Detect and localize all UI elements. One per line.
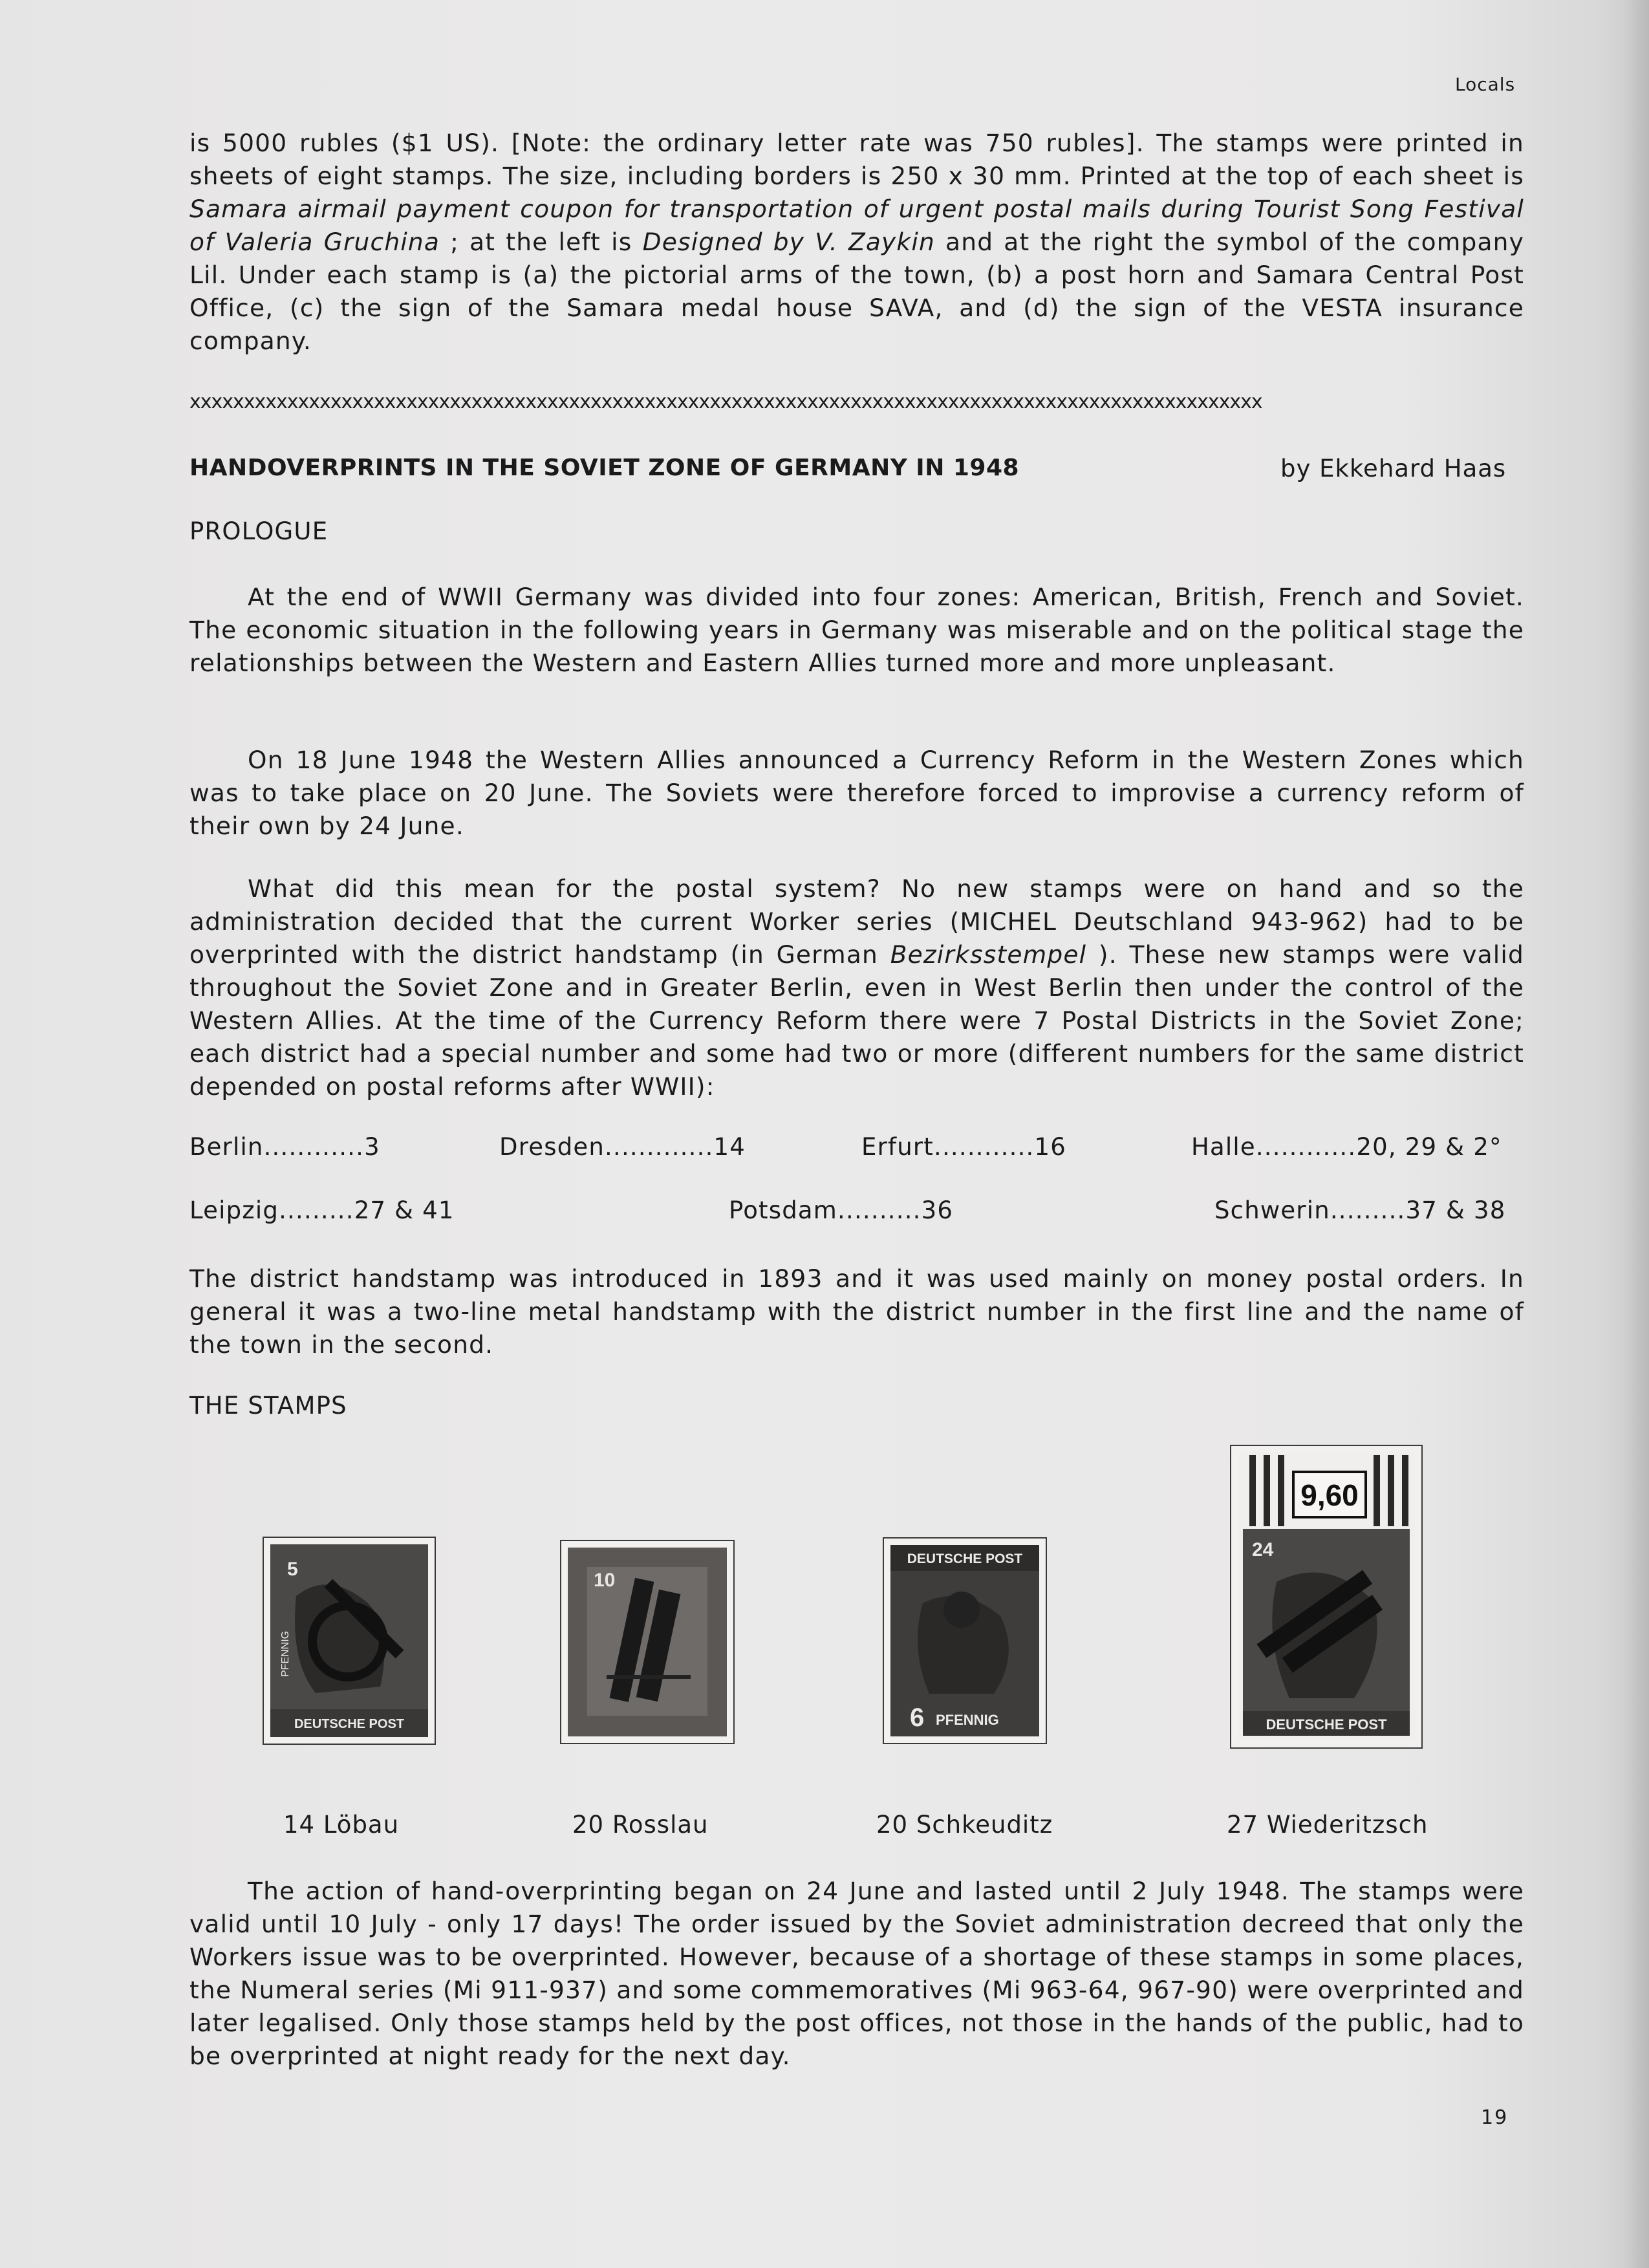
stamp-schkeuditz-art: [890, 1545, 1039, 1736]
page-edge-shadow: [1623, 0, 1649, 2268]
stamp-wiederitzsch-value: 24: [1252, 1539, 1274, 1561]
article-title: HANDOVERPRINTS IN THE SOVIET ZONE OF GERMANY IN 1948: [189, 455, 1020, 481]
stamps-heading: THE STAMPS: [189, 1392, 347, 1420]
stamp-lobau-side: PFENNIG: [280, 1630, 291, 1677]
stamp-wiederitzsch-art: [1238, 1453, 1415, 1741]
article-byline: by Ekkehard Haas: [1280, 455, 1507, 482]
stamp-rosslau-art: [568, 1548, 727, 1736]
district-erfurt: Erfurt............16: [861, 1133, 1067, 1161]
intro-text: is 5000 rubles ($1 US). [Note: the ordinary letter rate was 750 rubles]. The stamps were printed in sheets of eight stamps. The size, including borders is 250 x 30 mm. Printed at the top of each sheet is: [189, 129, 1524, 190]
district-potsdam: Potsdam..........36: [729, 1196, 954, 1224]
caption-schkeuditz: 20 Schkeuditz: [876, 1811, 1053, 1839]
intro-text-end: and at the right the symbol of the company Lil. Under each stamp is (a) the pictorial arms of the town, (b) a post horn and Samara Central Post Office, (c) the sign of the Samara medal house SAVA, and (d) the sign of the VESTA insurance company.: [189, 228, 1525, 355]
intro-paragraph: [189, 127, 1524, 358]
stamp-schkeuditz-image: [890, 1545, 1039, 1736]
stamp-schkeuditz-label: DEUTSCHE POST: [907, 1551, 1023, 1566]
district-halle: Halle............20, 29 & 2°: [1191, 1133, 1502, 1161]
caption-lobau: 14 Löbau: [283, 1811, 400, 1839]
stamp-wiederitzsch: [1231, 1446, 1421, 1747]
paragraph-1: At the end of WWII Germany was divided into four zones: American, British, French and Soviet. The economic situation in the following years in Germany was miserable and on the political stage the relationships between the Western and Eastern Allies turned more and more unpleasant.: [189, 583, 1524, 677]
caption-wiederitzsch: 27 Wiederitzsch: [1227, 1811, 1428, 1839]
stamp-wiederitzsch-image: [1238, 1453, 1415, 1741]
district-dresden: Dresden.............14: [499, 1133, 746, 1161]
stamp-wiederitzsch-surcharge: 9,60: [1300, 1478, 1359, 1512]
stamp-schkeuditz: [884, 1539, 1046, 1743]
district-leipzig: Leipzig.........27 & 41: [189, 1196, 455, 1224]
paragraph-3-start: What did this mean for the postal system? No new stamps were on hand and so the administration decided that the current Worker series (MICHEL Deutschland 943-962) had to be overprinted with the district handstamp (in German: [189, 874, 1524, 969]
intro-italic-designer: Designed by V. Zaykin: [642, 228, 935, 256]
stamp-wiederitzsch-label: DEUTSCHE POST: [1266, 1716, 1387, 1733]
paragraph-3: [189, 872, 1524, 1103]
stamp-rosslau-value: 10: [594, 1570, 616, 1591]
prologue-heading: PROLOGUE: [189, 517, 329, 545]
district-schwerin: Schwerin.........37 & 38: [1214, 1196, 1506, 1224]
stamp-lobau-art: [270, 1544, 428, 1737]
separator-line: xxxxxxxxxxxxxxxxxxxxxxxxxxxxxxxxxxxxxxxxxxxxxxxxxxxxxxxxxxxxxxxxxxxxxxxxxxxxxxxxxxxxxxxxxxxxxxxxxxx: [189, 391, 1262, 413]
stamp-schkeuditz-value: 6: [910, 1703, 925, 1732]
intro-text-mid: ; at the left is: [450, 228, 632, 256]
page-number: 19: [1481, 2106, 1509, 2129]
district-berlin: Berlin............3: [189, 1133, 380, 1161]
stamp-lobau-value: 5: [287, 1559, 298, 1580]
paragraph-3-end: ). These new stamps were valid throughout the Soviet Zone and in Greater Berlin, even in West Berlin then under the control of the Western Allies. At the time of the Currency Reform there were 7 Postal Districts in the Soviet Zone; each district had a special number and some had two or more (different numbers for the same district depended on postal reforms after WWII):: [189, 940, 1525, 1101]
stamp-rosslau: [561, 1541, 733, 1743]
stamp-rosslau-image: [568, 1548, 727, 1736]
paragraph-4: The district handstamp was introduced in 1893 and it was used mainly on money postal orders. In general it was a two-line metal handstamp with the district number in the first line and the name of the town in the second.: [189, 1264, 1524, 1359]
section-header: Locals: [1455, 74, 1516, 95]
stamp-lobau-image: [270, 1544, 428, 1737]
paragraph-2: On 18 June 1948 the Western Allies announced a Currency Reform in the Western Zones which was to take place on 20 June. The Soviets were therefore forced to improvise a currency reform of their own by 24 June.: [189, 746, 1524, 840]
stamp-schkeuditz-pfennig: PFENNIG: [936, 1712, 999, 1728]
caption-rosslau: 20 Rosslau: [572, 1811, 709, 1839]
stamp-lobau-label: DEUTSCHE POST: [294, 1717, 405, 1731]
paragraph-3-italic: Bezirksstempel: [890, 940, 1087, 969]
paragraph-5: The action of hand-overprinting began on 24 June and lasted until 2 July 1948. The stamps were valid until 10 July - only 17 days! The order issued by the Soviet administration decreed that only the Workers issue was to be overprinted. However, because of a shortage of these stamps in some places, the Numeral series (Mi 911-937) and some commemoratives (Mi 963-64, 967-90) were overprinted and later legalised. Only those stamps held by the post offices, not those in the hands of the public, had to be overprinted at night ready for the next day.: [189, 1877, 1524, 2070]
stamp-lobau: [264, 1538, 435, 1744]
intro-italic-coupon: Samara airmail payment coupon for transportation of urgent postal mails during Tourist Song Festival of Valeria Gruchina: [189, 195, 1524, 256]
